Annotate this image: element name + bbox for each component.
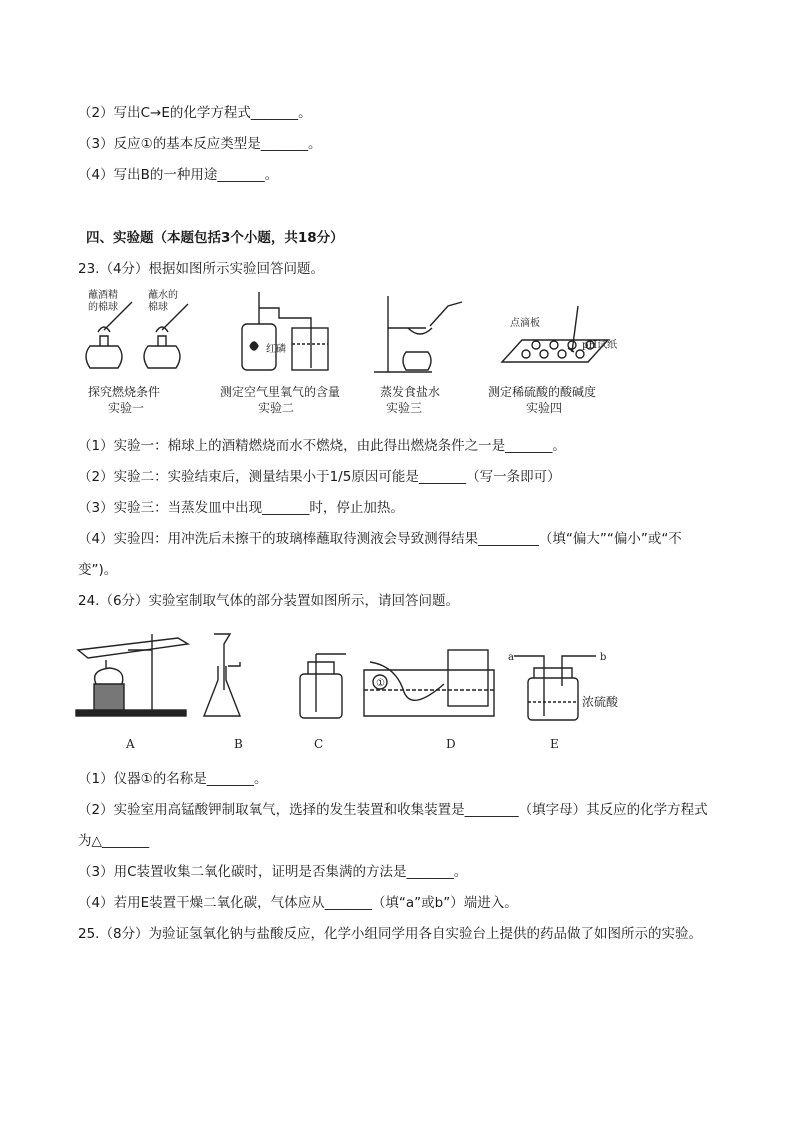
letter-a: A: [126, 737, 135, 751]
water-trough-d: [364, 670, 494, 716]
caption-exp1-title: 探究燃烧条件: [88, 385, 161, 399]
question-22-part-3: （3）反应①的基本反应类型是_______。: [78, 136, 322, 152]
question-23-part-1: （1）实验一：棉球上的酒精燃烧而水不燃烧，由此得出燃烧条件之一是_______。: [78, 438, 566, 454]
caption-exp2-title: 测定空气里氧气的含量: [220, 385, 341, 399]
question-24-part-1: （1）仪器①的名称是_______。: [78, 771, 268, 787]
letter-c: C: [314, 737, 324, 751]
label-spot-plate: 点滴板: [510, 318, 540, 329]
beaker: [292, 328, 328, 370]
letter-e: E: [550, 737, 559, 751]
alcohol-lamp-1: [86, 346, 122, 368]
section-heading: 四、实验题（本题包括3个小题，共18分）: [86, 230, 344, 246]
question-24-part-2: （2）实验室用高锰酸钾制取氧气，选择的发生装置和收集装置是________（填字母）其反应的化学方程式: [78, 802, 708, 818]
wash-bottle-e: [528, 678, 578, 720]
experiment-figure-1: [70, 286, 630, 418]
label-water-ball-2: 棉球: [148, 302, 168, 313]
question-25-stem: 25.（8分）为验证氢氧化钠与盐酸反应，化学小组同学用各自实验台上提供的药品做了如图所示的实验。: [78, 926, 703, 942]
gas-bottle-c: [300, 674, 342, 718]
conical-flask-b: [204, 666, 240, 716]
question-24-part-4: （4）若用E装置干燥二氧化碳，气体应从_______（填“a”或b”）端进入。: [78, 895, 518, 911]
label-alcohol-ball-2: 的棉球: [88, 302, 118, 313]
question-22-part-2: （2）写出C→E的化学方程式_______。: [78, 105, 312, 121]
caption-exp4-sub: 实验四: [526, 401, 563, 415]
letter-d: D: [446, 737, 456, 751]
question-23-part-4: （4）实验四：用冲洗后未擦干的玻璃棒蘸取待测液会导致测得结果_________（填“偏大”“偏小”或“不: [78, 531, 682, 547]
label-alcohol-ball: 蘸酒精: [88, 290, 118, 301]
question-22-part-4: （4）写出B的一种用途_______。: [78, 167, 279, 183]
question-24-stem: 24.（6分）实验室制取气体的部分装置如图所示，请回答问题。: [78, 593, 460, 609]
caption-exp3-sub: 实验三: [386, 401, 423, 415]
apparatus-figure-2: [68, 620, 628, 756]
caption-exp3-title: 蒸发食盐水: [380, 385, 441, 399]
label-port-b: b: [600, 652, 607, 663]
label-port-a: a: [508, 652, 514, 663]
caption-exp1-sub: 实验一: [108, 401, 145, 415]
letter-b: B: [234, 737, 243, 751]
question-23-part-4-cont: 变”)。: [78, 562, 118, 578]
alcohol-lamp-2: [144, 346, 180, 368]
test-tube-a: [78, 638, 188, 658]
label-red-phosphorus: 红磷: [266, 344, 286, 355]
collecting-bottle-d: [448, 650, 488, 706]
question-24-part-3: （3）用C装置收集二氧化碳时，证明是否集满的方法是_______。: [78, 864, 468, 880]
label-water-ball: 蘸水的: [148, 290, 178, 301]
question-23-part-2: （2）实验二：实验结束后，测量结果小于1/5原因可能是_______（写一条即可）: [78, 469, 561, 485]
question-23-part-3: （3）实验三：当蒸发皿中出现_______时，停止加热。: [78, 500, 404, 516]
label-conc-sulfuric-acid: 浓硫酸: [582, 695, 619, 709]
caption-exp4-title: 测定稀硫酸的酸碱度: [488, 385, 597, 399]
question-24-part-2-cont: 为△_______: [78, 833, 150, 849]
label-ph-paper: pH试纸: [582, 340, 618, 351]
caption-exp2-sub: 实验二: [258, 401, 295, 415]
label-instrument-1: ①: [376, 678, 385, 689]
question-23-stem: 23.（4分）根据如图所示实验回答问题。: [78, 261, 325, 277]
